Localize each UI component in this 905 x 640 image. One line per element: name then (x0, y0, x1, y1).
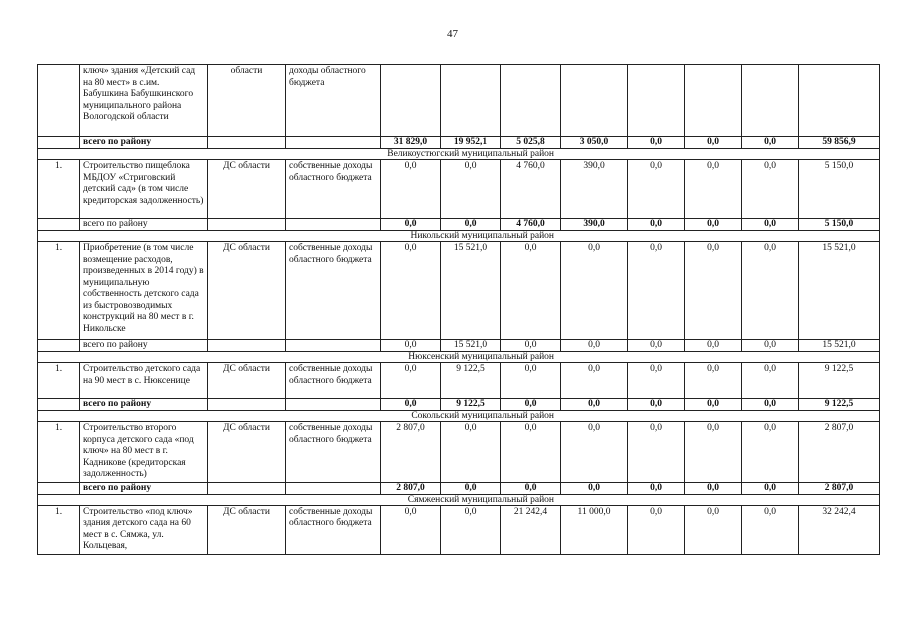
value-cell: 9 122,5 (441, 363, 501, 399)
customer: ДС области (208, 242, 286, 340)
value-cell (561, 65, 628, 137)
district-row (38, 149, 880, 160)
customer: ДС области (208, 422, 286, 483)
funding-source: собственные доходы областного бюджета (286, 160, 381, 219)
total-value: 0,0 (685, 137, 742, 149)
value-cell: 0,0 (685, 363, 742, 399)
value-cell (742, 65, 799, 137)
total-value: 59 856,9 (799, 137, 880, 149)
row-number: 1. (38, 160, 80, 219)
district-row (38, 411, 880, 422)
value-cell: 0,0 (742, 363, 799, 399)
district-row (38, 494, 880, 505)
customer: области (208, 65, 286, 137)
total-value: 390,0 (561, 219, 628, 231)
funding-source: собственные доходы областного бюджета (286, 363, 381, 399)
row-number: 1. (38, 363, 80, 399)
total-value: 0,0 (501, 482, 561, 494)
total-label: всего по району (80, 340, 208, 352)
total-value: 0,0 (685, 482, 742, 494)
total-value: 15 521,0 (441, 340, 501, 352)
value-cell: 0,0 (441, 160, 501, 219)
value-cell: 0,0 (561, 422, 628, 483)
value-cell: 0,0 (628, 363, 685, 399)
total-value: 0,0 (441, 219, 501, 231)
total-value: 3 050,0 (561, 137, 628, 149)
value-cell: 0,0 (561, 363, 628, 399)
total-value: 2 807,0 (381, 482, 441, 494)
value-cell: 0,0 (381, 505, 441, 554)
object-name: Строительство «под ключ» здания детского сада на 60 мест в с. Сямжа, ул. Кольцевая, (80, 505, 208, 554)
total-value: 5 025,8 (501, 137, 561, 149)
value-cell: 0,0 (742, 422, 799, 483)
value-cell: 0,0 (441, 505, 501, 554)
table-row (38, 363, 880, 399)
value-cell: 0,0 (742, 242, 799, 340)
value-cell: 9 122,5 (799, 363, 880, 399)
total-value: 0,0 (742, 219, 799, 231)
total-value: 0,0 (742, 399, 799, 411)
value-cell: 0,0 (628, 160, 685, 219)
row-number (38, 65, 80, 137)
funding-source: доходы областного бюджета (286, 65, 381, 137)
total-value: 0,0 (381, 340, 441, 352)
funding-source: собственные доходы областного бюджета (286, 505, 381, 554)
value-cell: 5 150,0 (799, 160, 880, 219)
value-cell: 0,0 (381, 242, 441, 340)
value-cell (501, 65, 561, 137)
total-value: 9 122,5 (441, 399, 501, 411)
total-value: 2 807,0 (799, 482, 880, 494)
value-cell: 0,0 (381, 363, 441, 399)
object-name: Строительство детского сада на 90 мест в с. Нюксенице (80, 363, 208, 399)
object-name: Строительство пищеблока МБДОУ «Стриговский детский сад» (в том числе кредиторская задолженность) (80, 160, 208, 219)
total-value: 0,0 (561, 482, 628, 494)
value-cell: 0,0 (742, 160, 799, 219)
value-cell: 0,0 (685, 505, 742, 554)
total-value: 0,0 (628, 340, 685, 352)
funding-source: собственные доходы областного бюджета (286, 242, 381, 340)
value-cell: 0,0 (501, 422, 561, 483)
total-value: 0,0 (561, 340, 628, 352)
district-name: Великоустюгский муниципальный район (38, 149, 880, 160)
table-row (38, 242, 880, 340)
value-cell: 2 807,0 (799, 422, 880, 483)
object-name: Строительство второго корпуса детского сада «под ключ» на 80 мест в г. Кадникове (кредиторская задолженность) (80, 422, 208, 483)
value-cell: 21 242,4 (501, 505, 561, 554)
total-value: 15 521,0 (799, 340, 880, 352)
value-cell: 0,0 (742, 505, 799, 554)
district-name: Сокольский муниципальный район (38, 411, 880, 422)
customer: ДС области (208, 160, 286, 219)
customer: ДС области (208, 363, 286, 399)
total-row (38, 137, 880, 149)
value-cell: 0,0 (381, 160, 441, 219)
district-name: Нюксенский муниципальный район (38, 352, 880, 363)
total-value: 0,0 (628, 137, 685, 149)
total-label: всего по району (80, 137, 208, 149)
page-number: 47 (447, 28, 458, 40)
total-value: 4 760,0 (501, 219, 561, 231)
total-value: 0,0 (381, 219, 441, 231)
value-cell: 0,0 (561, 242, 628, 340)
value-cell (441, 65, 501, 137)
value-cell: 0,0 (501, 363, 561, 399)
row-number: 1. (38, 422, 80, 483)
total-value: 31 829,0 (381, 137, 441, 149)
value-cell (799, 65, 880, 137)
value-cell: 390,0 (561, 160, 628, 219)
total-value: 9 122,5 (799, 399, 880, 411)
total-value: 0,0 (742, 340, 799, 352)
total-row (38, 399, 880, 411)
total-value: 0,0 (501, 399, 561, 411)
total-value: 0,0 (628, 399, 685, 411)
table-row (38, 422, 880, 483)
value-cell: 0,0 (685, 160, 742, 219)
value-cell: 32 242,4 (799, 505, 880, 554)
value-cell: 15 521,0 (441, 242, 501, 340)
value-cell: 0,0 (685, 242, 742, 340)
value-cell: 0,0 (628, 242, 685, 340)
value-cell: 15 521,0 (799, 242, 880, 340)
value-cell (381, 65, 441, 137)
total-row (38, 340, 880, 352)
value-cell: 0,0 (628, 422, 685, 483)
total-value: 5 150,0 (799, 219, 880, 231)
total-value: 0,0 (628, 482, 685, 494)
total-value: 0,0 (685, 219, 742, 231)
value-cell (685, 65, 742, 137)
value-cell: 4 760,0 (501, 160, 561, 219)
table-row (38, 160, 880, 219)
district-name: Никольский муниципальный район (38, 231, 880, 242)
total-value: 19 952,1 (441, 137, 501, 149)
funding-source: собственные доходы областного бюджета (286, 422, 381, 483)
total-label: всего по району (80, 482, 208, 494)
total-value: 0,0 (742, 137, 799, 149)
value-cell: 11 000,0 (561, 505, 628, 554)
value-cell: 0,0 (501, 242, 561, 340)
total-value: 0,0 (685, 399, 742, 411)
table-row (38, 505, 880, 554)
total-row (38, 219, 880, 231)
district-name: Сямженский муниципальный район (38, 494, 880, 505)
value-cell: 2 807,0 (381, 422, 441, 483)
total-value: 0,0 (742, 482, 799, 494)
total-value: 0,0 (561, 399, 628, 411)
total-value: 0,0 (501, 340, 561, 352)
value-cell: 0,0 (441, 422, 501, 483)
total-value: 0,0 (441, 482, 501, 494)
budget-table (37, 64, 880, 555)
district-row (38, 352, 880, 363)
value-cell (628, 65, 685, 137)
row-number: 1. (38, 505, 80, 554)
customer: ДС области (208, 505, 286, 554)
object-name: ключ» здания «Детский сад на 80 мест» в с.им. Бабушкина Бабушкинского муниципального района Вологодской области (80, 65, 208, 137)
table-row (38, 65, 880, 137)
row-number: 1. (38, 242, 80, 340)
value-cell: 0,0 (685, 422, 742, 483)
district-row (38, 231, 880, 242)
total-label: всего по району (80, 219, 208, 231)
object-name: Приобретение (в том числе возмещение расходов, произведенных в 2014 году) в муниципальную собственность детского сада из быстровозводимых конструкций на 80 мест в г. Никольске (80, 242, 208, 340)
total-value: 0,0 (381, 399, 441, 411)
total-value: 0,0 (685, 340, 742, 352)
total-label: всего по району (80, 399, 208, 411)
total-value: 0,0 (628, 219, 685, 231)
value-cell: 0,0 (628, 505, 685, 554)
total-row (38, 482, 880, 494)
